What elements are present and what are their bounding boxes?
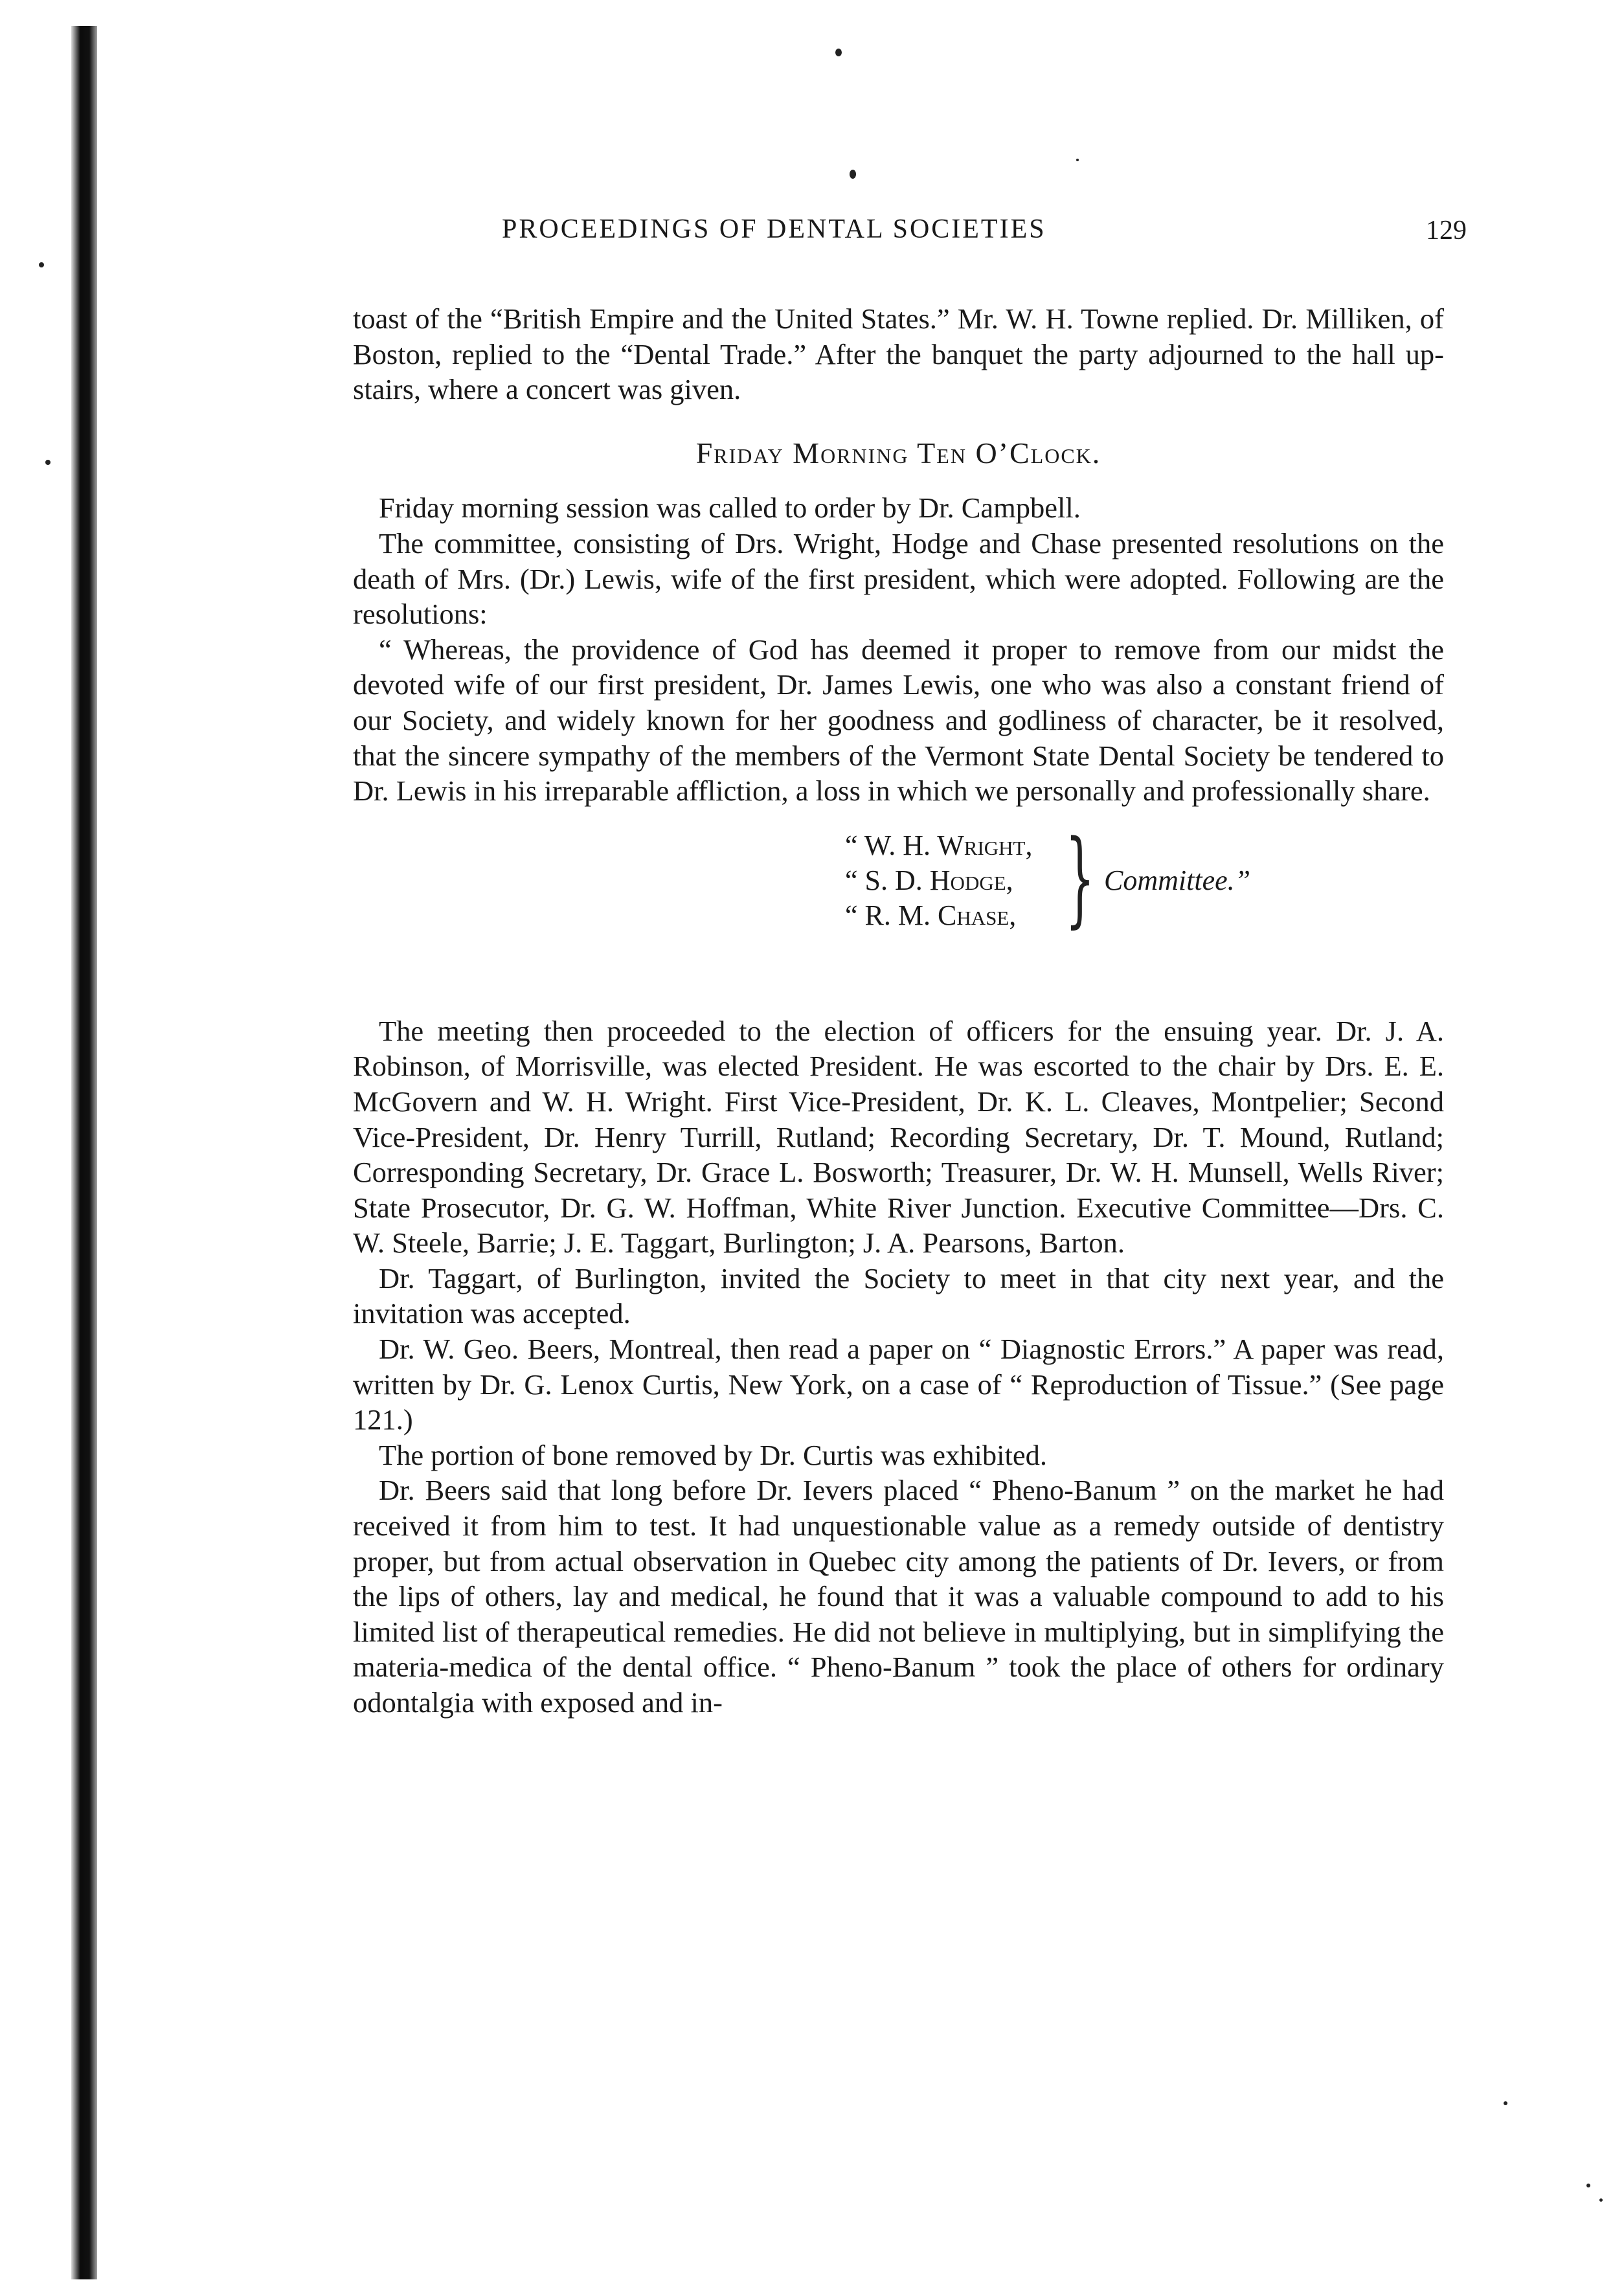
signature-names bbox=[845, 828, 1032, 933]
paragraph-papers-read: Dr. W. Geo. Beers, Montreal, then read a paper on “ Diagnostic Errors.” A paper was read, written by Dr. G. Lenox Curtis, New York, on a case of “ Reproduction of Tissue.” (See page 121.) bbox=[353, 1333, 1444, 1436]
binding-edge bbox=[71, 26, 97, 2279]
page-number: 129 bbox=[1426, 216, 1467, 245]
signature-hodge: “ S. D. Hodge, bbox=[845, 864, 1013, 896]
scan-speck bbox=[1599, 2198, 1603, 2202]
signature-wright: “ W. H. Wright, bbox=[845, 829, 1033, 861]
scan-speck bbox=[39, 262, 44, 267]
signature-brace: } bbox=[1065, 817, 1095, 938]
signature-block bbox=[353, 817, 1444, 977]
paragraph-bone-exhibited: The portion of bone removed by Dr. Curtis was exhibited. bbox=[379, 1438, 1047, 1471]
scan-speck bbox=[850, 170, 856, 179]
scan-speck bbox=[1076, 159, 1079, 161]
paragraph-session-opened: Friday morning session was called to order by Dr. Campbell. bbox=[379, 491, 1081, 525]
signature-chase: “ R. M. Chase, bbox=[845, 899, 1017, 931]
paragraph-resolution: “ Whereas, the providence of God has deemed it proper to remove from our midst the devoted wife of our first president, Dr. James Lewis, one who was also a constant friend of our Society, and widely known for her goodness and godliness of character, be it resolved, that the sincere sympathy of the members of the Vermont State Dental Society be tendered to Dr. Lewis in his irreparable affliction, a loss in which we personally and professionally share. bbox=[353, 633, 1444, 808]
paragraph-banquet: toast of the “British Empire and the United States.” Mr. W. H. Towne replied. Dr. Milliken, of Boston, replied to the “Dental Trade.” After the banquet the party adjourned to the hall up-stairs, where a concert was given. bbox=[353, 302, 1444, 406]
running-head bbox=[353, 214, 1467, 253]
section-heading: Friday Morning Ten O’Clock. bbox=[695, 436, 1101, 469]
running-title: PROCEEDINGS OF DENTAL SOCIETIES bbox=[502, 214, 1046, 244]
scan-speck bbox=[45, 460, 51, 465]
scan-speck bbox=[835, 49, 842, 56]
signature-committee-label: Committee.” bbox=[1104, 864, 1251, 896]
scan-speck bbox=[1586, 2184, 1590, 2187]
scan-speck bbox=[1504, 2101, 1507, 2105]
paragraph-pheno-banum: Dr. Beers said that long before Dr. Ievers placed “ Pheno-Banum ” on the market he had received it from him to test. It had unquestionable value as a remedy outside of dentistry proper, but from actual observation in Quebec city among the patients of Dr. Ievers, or from the lips of others, lay and medical, he found that it was a valuable compound to add to his limited list of therapeutical remedies. He did not believe in multiplying, but in simplifying the materia-medica of the dental office. “ Pheno-Banum ” took the place of others for ordinary odontalgia with exposed and in- bbox=[353, 1474, 1444, 1719]
paragraph-invitation: Dr. Taggart, of Burlington, invited the Society to meet in that city next year, and the invitation was accepted. bbox=[353, 1261, 1444, 1330]
paragraph-election: The meeting then proceeded to the election of officers for the ensuing year. Dr. J. A. Robinson, of Morrisville, was elected President. He was escorted to the chair by Drs. E. E. McGovern and W. H. Wright. First Vice-President, Dr. K. L. Cleaves, Montpelier; Second Vice-President, Dr. Henry Turrill, Rutland; Recording Secretary, Dr. T. Mound, Rutland; Corresponding Secretary, Dr. Grace L. Bosworth; Treasurer, Dr. W. H. Munsell, Wells River; State Prosecutor, Dr. G. W. Hoffman, White River Junction. Executive Committee—Drs. C. W. Steele, Barrie; J. E. Taggart, Burlington; J. A. Pearsons, Barton. bbox=[353, 1014, 1444, 1259]
paragraph-committee: The committee, consisting of Drs. Wright, Hodge and Chase presented resolutions on the death of Mrs. (Dr.) Lewis, wife of the first president, which were adopted. Following are the resolutions: bbox=[353, 526, 1444, 631]
body-text bbox=[353, 301, 1444, 1721]
